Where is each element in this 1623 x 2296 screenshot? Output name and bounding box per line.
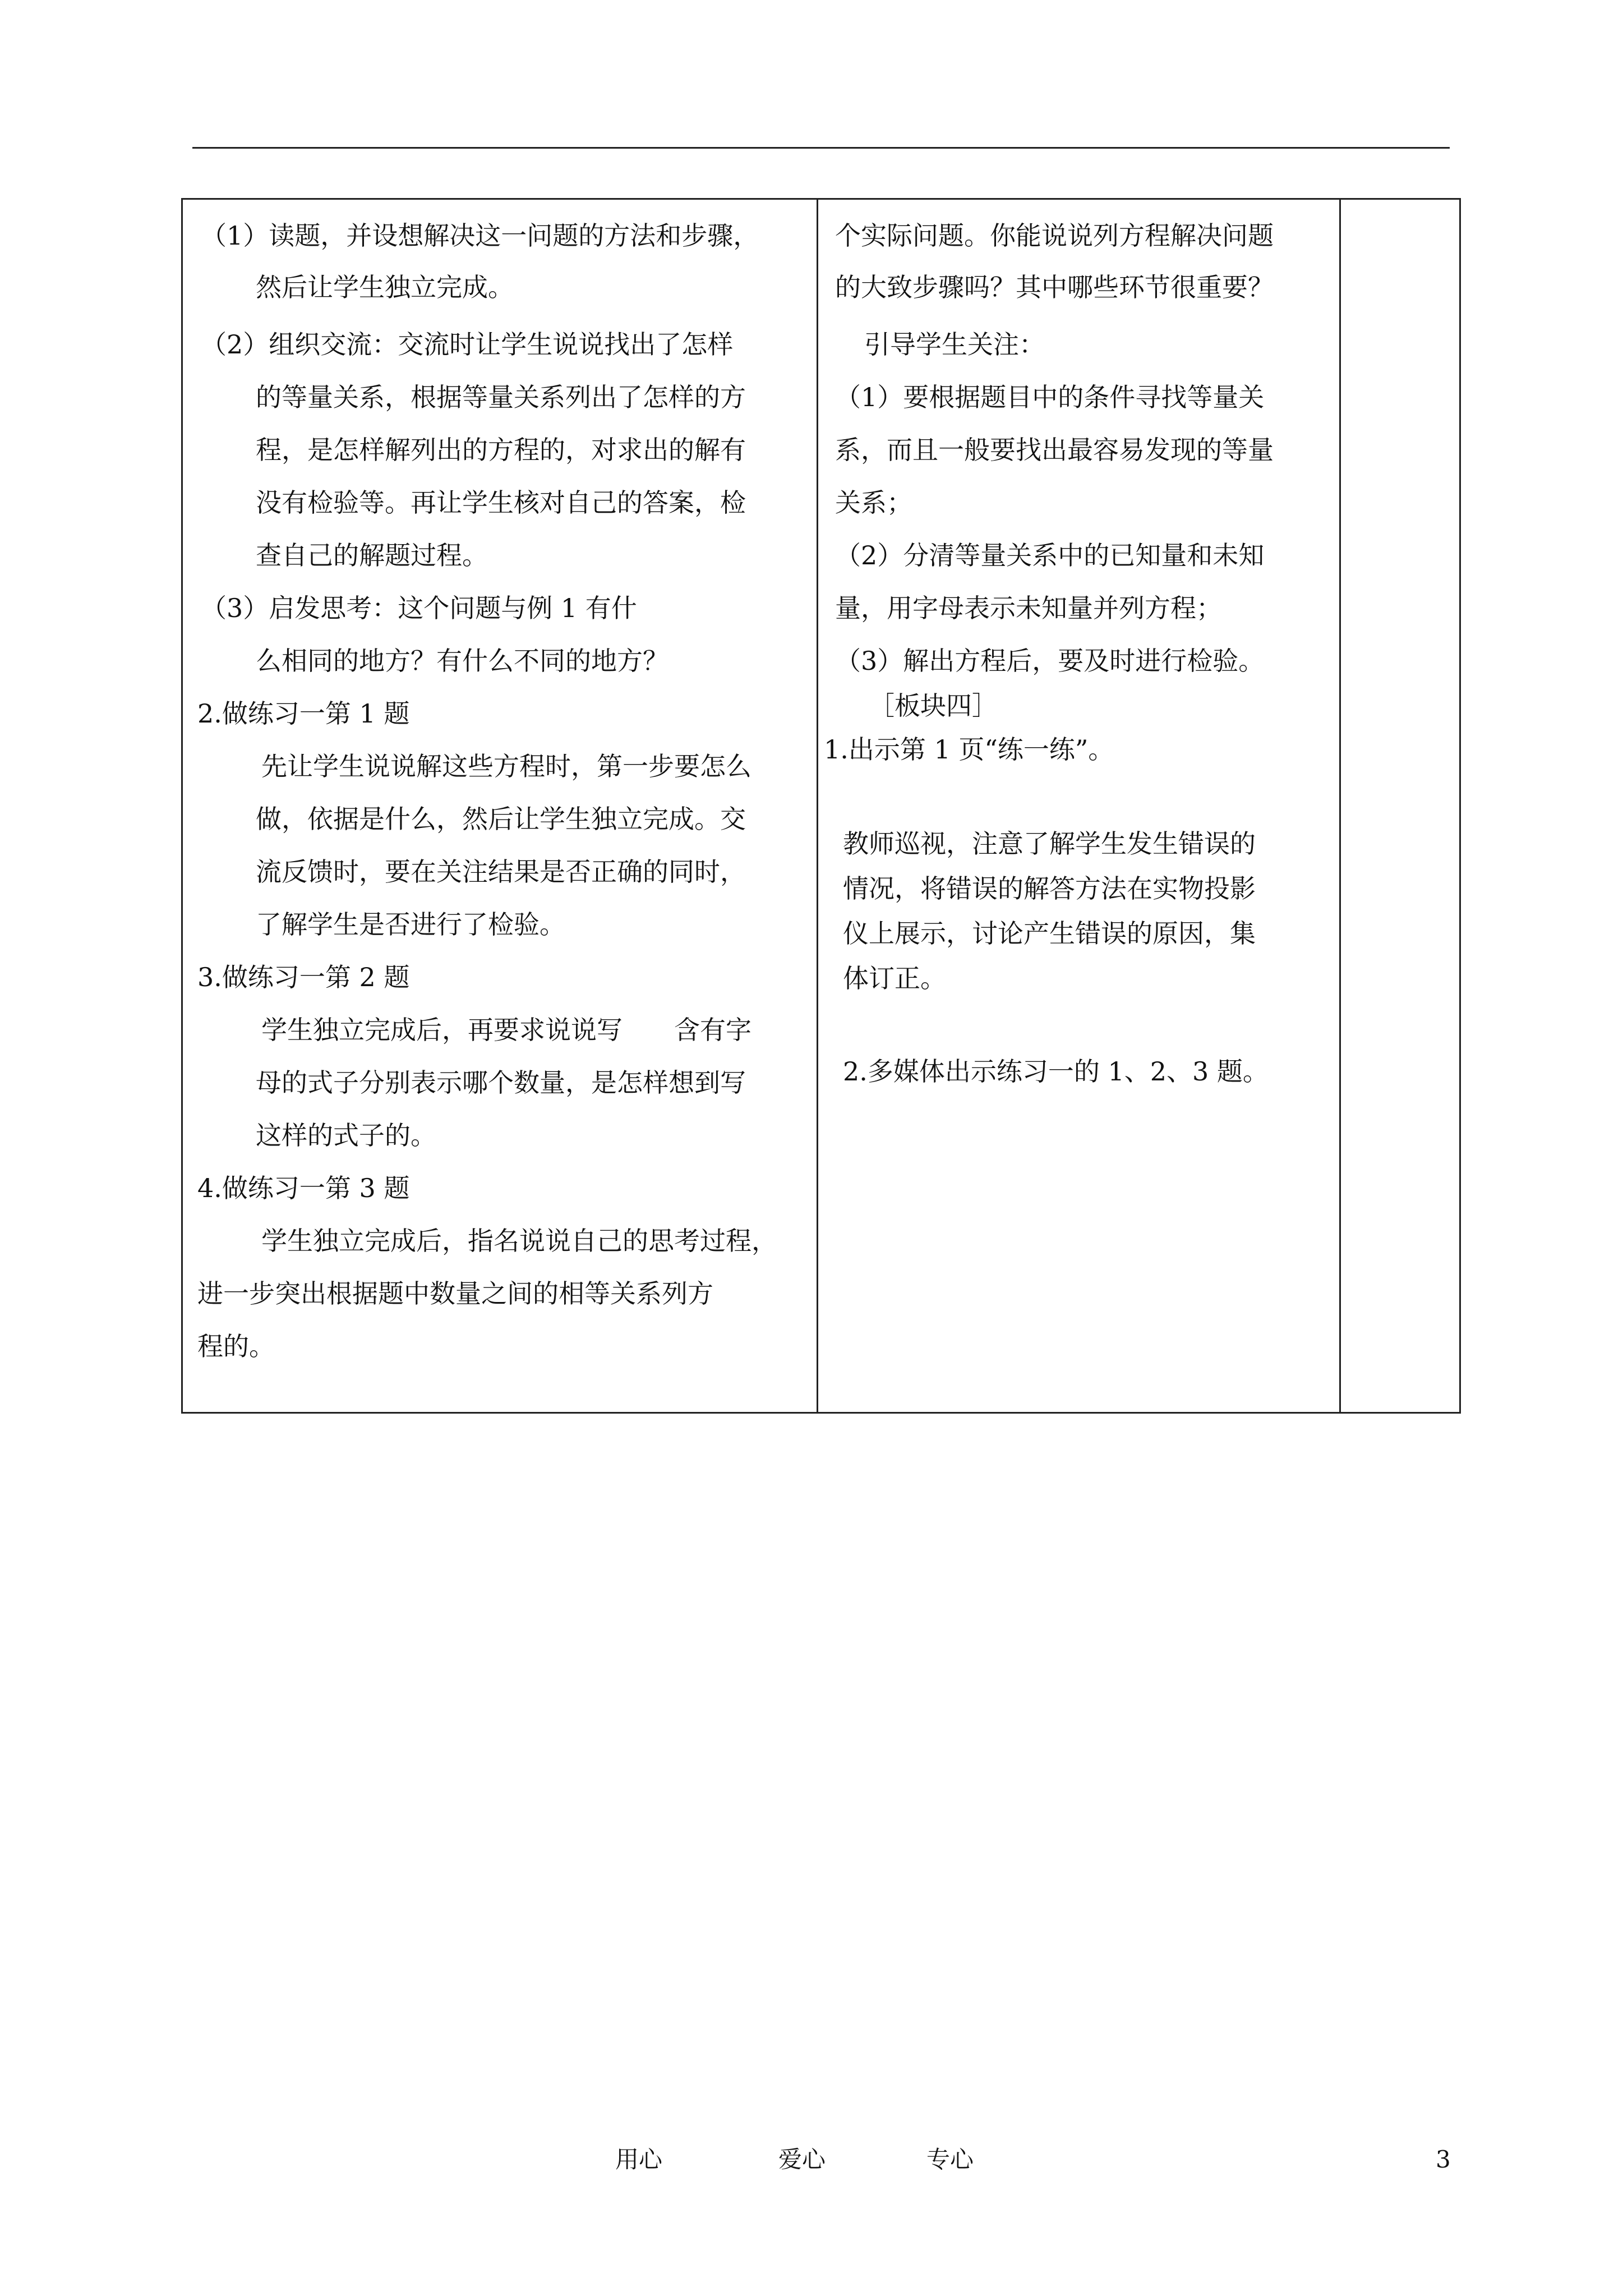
page-number: 3 bbox=[1436, 2146, 1451, 2173]
text-line: 1.出示第 1 页“练一练”。 bbox=[824, 734, 1114, 765]
text-line: 流反馈时，要在关注结果是否正确的同时， bbox=[256, 857, 746, 887]
text-line: 量，用字母表示未知量并列方程； bbox=[835, 593, 1222, 623]
text-line: （1）读题，并设想解决这一问题的方法和步骤， bbox=[201, 220, 759, 251]
text-line: 2.做练习一第 1 题 bbox=[197, 698, 410, 729]
section-label: ［板块四］ bbox=[869, 691, 998, 721]
text-line: 教师巡视，注意了解学生发生错误的 bbox=[843, 829, 1256, 859]
text-line: 体订正。 bbox=[843, 963, 946, 993]
text-line: 4.做练习一第 3 题 bbox=[197, 1173, 410, 1203]
text-line: 的等量关系，根据等量关系列出了怎样的方 bbox=[256, 382, 746, 412]
column-divider bbox=[817, 200, 818, 1412]
header-rule bbox=[192, 147, 1450, 149]
lesson-table bbox=[181, 198, 1461, 1414]
text-line: 2.多媒体出示练习一的 1、2、3 题。 bbox=[843, 1056, 1269, 1087]
text-line: 然后让学生独立完成。 bbox=[256, 272, 514, 302]
text-line: 情况，将错误的解答方法在实物投影 bbox=[843, 873, 1256, 904]
footer-motto-2: 爱心 bbox=[778, 2146, 826, 2173]
footer-motto-3: 专心 bbox=[926, 2146, 974, 2173]
text-line: 仪上展示，讨论产生错误的原因，集 bbox=[843, 918, 1256, 949]
text-line: 关系； bbox=[835, 487, 912, 518]
text-line: 了解学生是否进行了检验。 bbox=[256, 909, 565, 940]
text-line: 么相同的地方？有什么不同的地方？ bbox=[256, 646, 668, 676]
text-line: 引导学生关注： bbox=[864, 329, 1045, 360]
text-line: 程，是怎样解列出的方程的，对求出的解有 bbox=[256, 435, 746, 465]
text-line: 母的式子分别表示哪个数量，是怎样想到写 bbox=[256, 1068, 746, 1098]
text-line: 系，而且一般要找出最容易发现的等量 bbox=[835, 435, 1274, 465]
text-line: 学生独立完成后，再要求说说写 含有字 bbox=[261, 1015, 751, 1045]
text-line: 个实际问题。你能说说列方程解决问题 bbox=[835, 220, 1274, 251]
footer-motto-1: 用心 bbox=[615, 2146, 663, 2173]
text-line: 先让学生说说解这些方程时，第一步要怎么 bbox=[261, 751, 751, 781]
text-line: （3）启发思考：这个问题与例 1 有什 bbox=[201, 593, 637, 623]
text-line: （3）解出方程后，要及时进行检验。 bbox=[835, 646, 1265, 676]
text-line: 这样的式子的。 bbox=[256, 1120, 436, 1151]
text-line: （2）分清等量关系中的已知量和未知 bbox=[835, 540, 1265, 570]
text-line: 3.做练习一第 2 题 bbox=[197, 962, 410, 992]
text-line: 做，依据是什么，然后让学生独立完成。交 bbox=[256, 804, 746, 834]
text-line: 的大致步骤吗？其中哪些环节很重要？ bbox=[835, 272, 1274, 302]
text-line: 查自己的解题过程。 bbox=[256, 540, 488, 570]
text-line: 进一步突出根据题中数量之间的相等关系列方 bbox=[197, 1278, 713, 1309]
text-line: （1）要根据题目中的条件寻找等量关 bbox=[835, 382, 1265, 412]
text-line: （2）组织交流：交流时让学生说说找出了怎样 bbox=[201, 329, 734, 360]
text-line: 学生独立完成后，指名说说自己的思考过程， bbox=[261, 1226, 777, 1256]
column-divider bbox=[1339, 200, 1341, 1412]
text-line: 没有检验等。再让学生核对自己的答案，检 bbox=[256, 487, 746, 518]
text-line: 程的。 bbox=[197, 1331, 275, 1361]
